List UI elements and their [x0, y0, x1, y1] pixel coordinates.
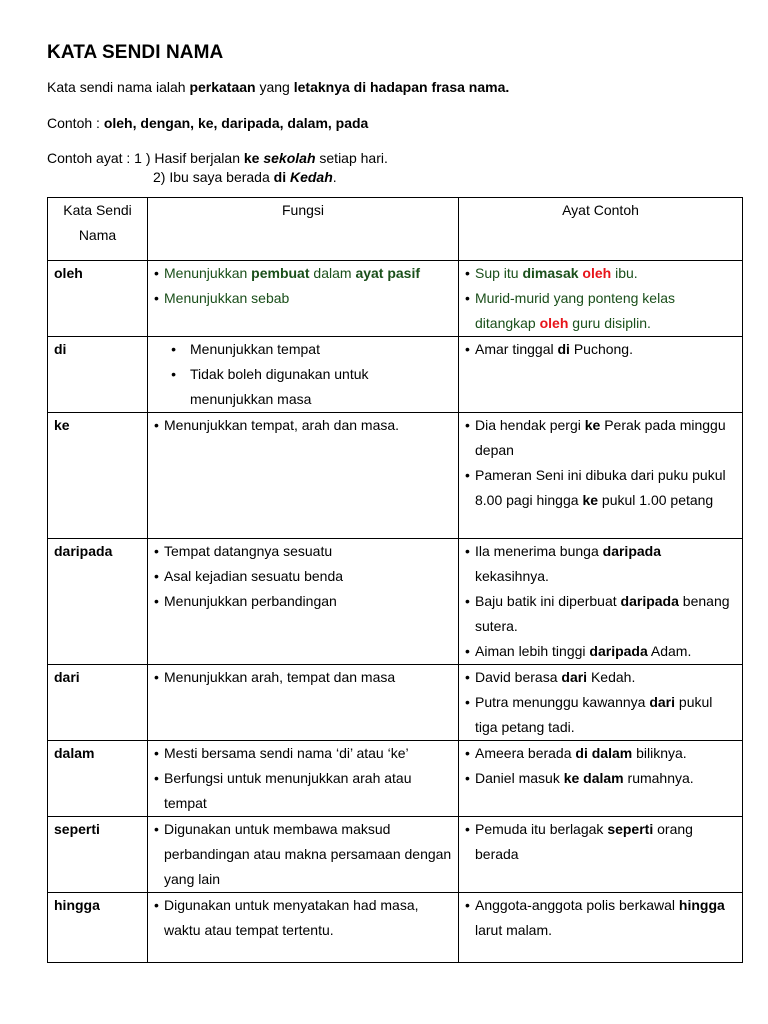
fungsi-item: • Menunjukkan pembuat dalam ayat pasif — [154, 261, 452, 286]
fungsi-item: • Menunjukkan sebab — [154, 286, 452, 311]
contoh-item: • Aiman lebih tinggi daripada Adam. — [465, 639, 736, 664]
kata-sendi-table — [47, 197, 743, 963]
kata-sendi-cell: ke — [48, 413, 148, 539]
bullet-icon: • — [154, 290, 159, 306]
ayat-contoh-cell — [459, 261, 743, 337]
contoh-item: • Murid-murid yang ponteng kelas ditangkap oleh guru disiplin. — [465, 286, 736, 336]
ayat-contoh-cell — [459, 337, 743, 413]
contoh-item: • Dia hendak pergi ke Perak pada minggu depan — [465, 413, 736, 463]
bullet-icon: • — [154, 897, 159, 913]
kata-sendi-cell: seperti — [48, 817, 148, 893]
contoh-text: Contoh : oleh, dengan, ke, daripada, dalam, pada — [47, 115, 369, 131]
kata-sendi-cell: daripada — [48, 539, 148, 665]
bullet-icon: • — [465, 290, 470, 306]
kata-sendi-cell: dalam — [48, 741, 148, 817]
bullet-icon: • — [154, 821, 159, 837]
table-row — [48, 261, 743, 337]
fungsi-cell — [148, 665, 459, 741]
contoh-item: • Pemuda itu berlagak seperti orang berada — [465, 817, 736, 867]
ayat-contoh-cell — [459, 893, 743, 963]
bullet-icon: • — [465, 897, 470, 913]
fungsi-cell — [148, 337, 459, 413]
table-row — [48, 337, 743, 413]
fungsi-cell — [148, 413, 459, 539]
fungsi-item: • Tempat datangnya sesuatu — [154, 539, 452, 564]
contoh-item: • David berasa dari Kedah. — [465, 665, 736, 690]
bullet-icon: • — [465, 821, 470, 837]
page-title: KATA SENDI NAMA — [47, 42, 224, 63]
ayat-contoh-cell — [459, 665, 743, 741]
fungsi-item: • Asal kejadian sesuatu benda — [154, 564, 452, 589]
ayat-contoh-cell — [459, 413, 743, 539]
bullet-icon: • — [465, 669, 470, 685]
bullet-icon: • — [154, 770, 159, 786]
fungsi-cell — [148, 539, 459, 665]
table-row — [48, 539, 743, 665]
contoh-item: • Anggota-anggota polis berkawal hingga larut malam. — [465, 893, 736, 943]
fungsi-item: • Menunjukkan arah, tempat dan masa — [154, 665, 452, 690]
kata-sendi-cell: oleh — [48, 261, 148, 337]
header-ayat-contoh: Ayat Contoh — [459, 198, 743, 261]
fungsi-item: • Mesti bersama sendi nama ‘di’ atau ‘ke’ — [154, 741, 452, 766]
contoh-item: • Sup itu dimasak oleh ibu. — [465, 261, 736, 286]
fungsi-cell — [148, 893, 459, 963]
table-row — [48, 817, 743, 893]
bullet-icon: • — [154, 543, 159, 559]
contoh-item: • Putra menunggu kawannya dari pukul tiga petang tadi. — [465, 690, 736, 740]
bullet-icon: • — [171, 366, 176, 382]
kata-sendi-cell: hingga — [48, 893, 148, 963]
contoh-ayat-1: Contoh ayat : 1 ) Hasif berjalan ke sekolah setiap hari. — [47, 150, 388, 166]
table-header-row — [48, 198, 743, 261]
bullet-icon: • — [465, 770, 470, 786]
contoh-ayat-2: 2) Ibu saya berada di Kedah. — [153, 169, 337, 185]
contoh-item: • Ila menerima bunga daripada kekasihnya. — [465, 539, 736, 589]
bullet-icon: • — [154, 669, 159, 685]
bullet-icon: • — [465, 593, 470, 609]
table-row — [48, 665, 743, 741]
ayat-contoh-cell — [459, 741, 743, 817]
bullet-icon: • — [465, 543, 470, 559]
bullet-icon: • — [465, 417, 470, 433]
fungsi-item: • Menunjukkan tempat, arah dan masa. — [154, 413, 452, 438]
fungsi-item: • Digunakan untuk membawa maksud perbandingan atau makna persamaan dengan yang lain — [154, 817, 452, 892]
kata-sendi-cell: di — [48, 337, 148, 413]
contoh-item: • Baju batik ini diperbuat daripada benang sutera. — [465, 589, 736, 639]
fungsi-item: • Berfungsi untuk menunjukkan arah atau tempat — [154, 766, 452, 816]
table-row — [48, 741, 743, 817]
bullet-icon: • — [154, 593, 159, 609]
fungsi-item: • Menunjukkan tempat — [154, 337, 452, 362]
bullet-icon: • — [465, 265, 470, 281]
table-row — [48, 893, 743, 963]
bullet-icon: • — [154, 265, 159, 281]
fungsi-item: • Menunjukkan perbandingan — [154, 589, 452, 614]
contoh-item: • Pameran Seni ini dibuka dari puku pukul 8.00 pagi hingga ke pukul 1.00 petang — [465, 463, 736, 513]
bullet-icon: • — [154, 417, 159, 433]
bullet-icon: • — [154, 568, 159, 584]
contoh-item: • Daniel masuk ke dalam rumahnya. — [465, 766, 736, 791]
header-kata-sendi: Kata Sendi Nama — [48, 198, 148, 261]
intro-text: Kata sendi nama ialah perkataan yang letaknya di hadapan frasa nama. — [47, 79, 510, 95]
ayat-contoh-cell — [459, 817, 743, 893]
bullet-icon: • — [465, 643, 470, 659]
fungsi-cell — [148, 741, 459, 817]
bullet-icon: • — [465, 341, 470, 357]
contoh-item: • Ameera berada di dalam biliknya. — [465, 741, 736, 766]
bullet-icon: • — [171, 341, 176, 357]
bullet-icon: • — [465, 467, 470, 483]
fungsi-item: • Digunakan untuk menyatakan had masa, waktu atau tempat tertentu. — [154, 893, 452, 943]
contoh-item: • Amar tinggal di Puchong. — [465, 337, 736, 362]
header-fungsi: Fungsi — [148, 198, 459, 261]
ayat-contoh-cell — [459, 539, 743, 665]
fungsi-cell — [148, 817, 459, 893]
bullet-icon: • — [465, 745, 470, 761]
fungsi-cell — [148, 261, 459, 337]
bullet-icon: • — [465, 694, 470, 710]
bullet-icon: • — [154, 745, 159, 761]
kata-sendi-cell: dari — [48, 665, 148, 741]
fungsi-item: • Tidak boleh digunakan untuk menunjukkan masa — [154, 362, 452, 412]
table-row — [48, 413, 743, 539]
